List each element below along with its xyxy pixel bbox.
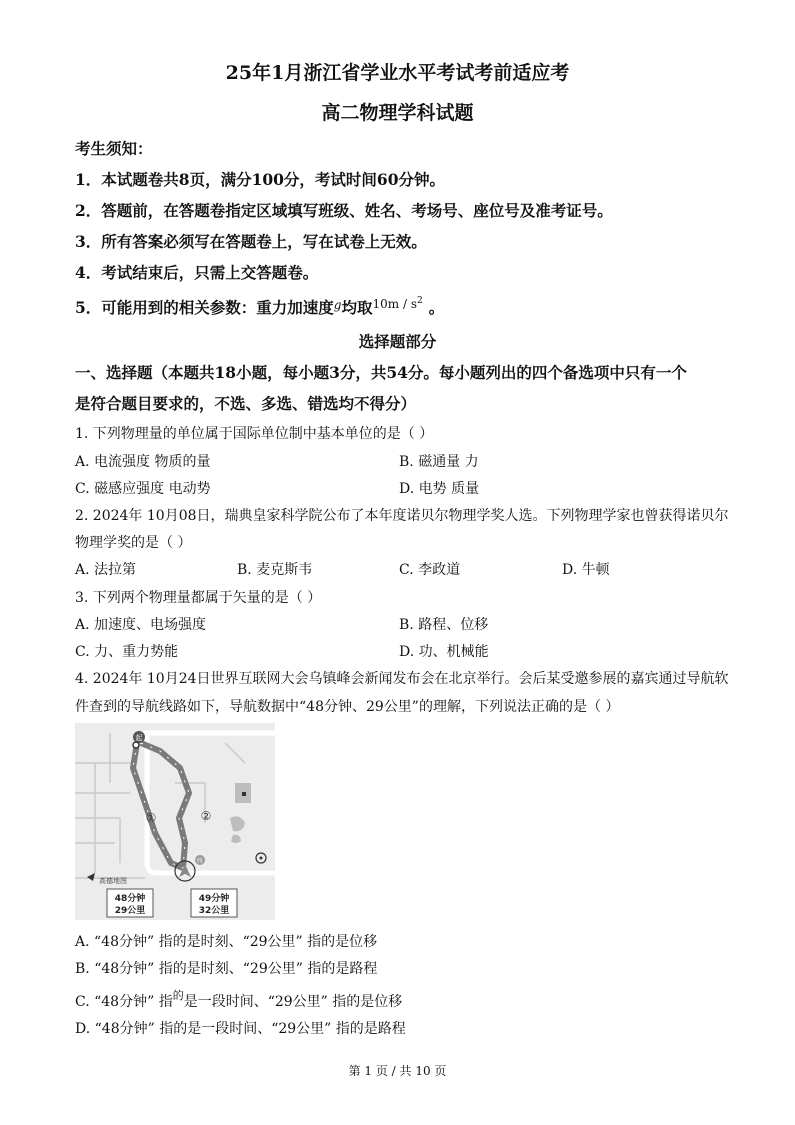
q2-stem-line-1: 2. 2024年 10月08日，瑞典皇家科学院公布了本年度诺贝尔物理学奖人选。下列物理学家也曾获得诺贝尔 [75,508,729,524]
lake-shape [230,816,245,831]
notice-item-5-mid: 均取 [341,298,373,317]
q3-option-b: B. 路程、位移 [399,617,489,633]
notice-item-5 [75,296,444,318]
q3-option-a: A. 加速度、电场强度 [75,617,207,633]
start-marker-label: 起 [135,734,143,742]
q2-option-c: C. 李政道 [399,562,461,578]
section-title: 选择题部分 [358,332,437,351]
q2-option-d: D. 牛顿 [562,562,610,578]
brand-icon [87,873,95,881]
section-intro-line-1: 一、选择题（本题共18小题，每小题3分，共54分。每小题列出的四个备选项中只有一个 [75,363,687,382]
q4-stem-line-2: 件查到的导航线路如下，导航数据中“48分钟、29公里”的理解，下列说法正确的是（ ） [75,699,620,715]
q2-stem-line-2: 物理学奖的是（ ） [75,535,192,551]
route-1-time: 48分钟 [114,894,146,904]
map-brand: 高德地图 [99,877,127,885]
q4-option-c-superscript: 的 [172,989,184,1002]
notice-item-2: 2．答题前，在答题卷指定区域填写班级、姓名、考场号、座位号及准考证号。 [75,201,613,220]
q4-option-c-prefix: C. “48分钟” 指 [75,994,173,1010]
q1-option-c: C. 磁感应强度 电动势 [75,481,211,497]
q4-option-d: D. “48分钟” 指的是一段时间、“29公里” 指的是路程 [75,1021,406,1037]
gravity-value-base: 10m / s [372,297,417,311]
q1-option-b: B. 磁通量 力 [399,454,479,470]
gravity-value [373,297,423,311]
route-1-distance: 29公里 [114,906,146,916]
subject-title: 高二物理学科试题 [321,102,474,124]
q3-option-c: C. 力、重力势能 [75,644,179,660]
section-intro-line-2: 是符合题目要求的，不选、多选、错选均不得分） [75,394,417,413]
q3-option-d: D. 功、机械能 [399,644,489,660]
route-2-time: 49分钟 [198,894,230,904]
q4-option-c [75,991,402,1011]
q4-option-a: A. “48分钟” 指的是时刻、“29公里” 指的是位移 [75,934,378,950]
route-2-label: ② [200,809,212,823]
page-footer: 第 1 页 / 共 10 页 [348,1064,447,1078]
gravity-symbol: g [333,298,342,312]
route-path [133,743,189,868]
q1-option-d: D. 电势 质量 [399,481,480,497]
notice-item-5-prefix: 5．可能用到的相关参数：重力加速度 [75,298,334,317]
q1-option-a: A. 电流强度 物质的量 [75,454,211,470]
notice-item-1: 1．本试题卷共8页，满分100分，考试时间60分钟。 [75,170,445,189]
end-marker-label: 终 [196,858,204,865]
route-1-label: ① [145,811,157,825]
q4-option-c-suffix: 是一段时间、“29公里” 指的是位移 [183,994,403,1010]
q2-option-a: A. 法拉第 [75,562,137,578]
route-2-distance: 32公里 [198,906,230,916]
gravity-value-exponent: 2 [416,296,423,306]
notice-item-5-end: 。 [428,298,445,317]
q1-stem: 1. 下列物理量的单位属于国际单位制中基本单位的是（ ） [75,426,434,442]
navigation-map-graphic [75,723,275,920]
navigation-map [75,723,275,920]
q4-stem-line-1: 4. 2024年 10月24日世界互联网大会乌镇峰会新闻发布会在北京举行。会后某受邀参展的嘉宾通过导航软 [75,671,729,687]
notice-item-4: 4．考试结束后，只需上交答题卷。 [75,263,319,282]
q4-option-b: B. “48分钟” 指的是时刻、“29公里” 指的是路程 [75,961,378,977]
page-title: 25年1月浙江省学业水平考试考前适应考 [225,62,570,84]
q2-option-b: B. 麦克斯韦 [237,562,313,578]
notice-item-3: 3．所有答案必须写在答题卷上，写在试卷上无效。 [75,232,427,251]
q3-stem: 3. 下列两个物理量都属于矢量的是（ ） [75,590,322,606]
notice-heading: 考生须知： [75,139,153,158]
